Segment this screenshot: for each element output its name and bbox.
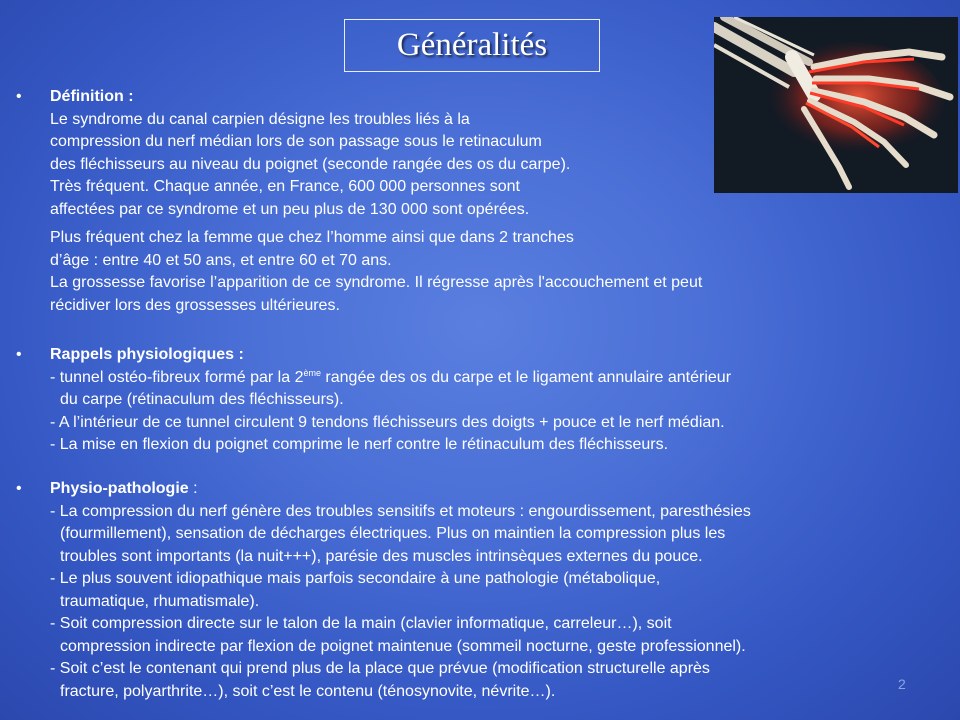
- bullet: •: [16, 346, 22, 363]
- definition-line: Plus fréquent chez la femme que chez l’homme ainsi que dans 2 tranches: [50, 229, 574, 246]
- rappels-heading: Rappels physiologiques :: [50, 346, 244, 363]
- physio-line: fracture, polyarthrite…), soit c’est le contenu (ténosynovite, névrite…).: [60, 682, 556, 700]
- definition-line: affectées par ce syndrome et un peu plus de 130 000 sont opérées.: [50, 200, 530, 218]
- definition-line: des fléchisseurs au niveau du poignet (seconde rangée des os du carpe).: [50, 155, 571, 173]
- page-number: 2: [898, 676, 906, 692]
- physio-heading: Physio-pathologie: [50, 480, 189, 497]
- physio-line: - Soit compression directe sur le talon de la main (clavier informatique, carreleur…), soit: [50, 615, 672, 632]
- definition-line: Le syndrome du canal carpien désigne les troubles liés à la: [50, 110, 470, 128]
- rappels-line-sup: ème: [303, 367, 321, 378]
- physio-heading-suffix: :: [188, 480, 198, 497]
- section-rappels: [16, 344, 732, 457]
- physio-line: compression indirecte par flexion de poignet maintenue (sommeil nocturne, geste professionnel).: [60, 637, 746, 655]
- physio-line: traumatique, rhumatismale).: [60, 592, 260, 610]
- physio-line: - Le plus souvent idiopathique mais parfois secondaire à une pathologie (métabolique,: [50, 570, 661, 587]
- rappels-line: - A l’intérieur de ce tunnel circulent 9 tendons fléchisseurs des doigts + pouce et le nerf médian.: [50, 413, 725, 431]
- rappels-line-pre: - tunnel ostéo-fibreux formé par la 2: [50, 368, 304, 386]
- definition-line: compression du nerf médian lors de son passage sous le retinaculum: [50, 133, 542, 150]
- physio-line: - La compression du nerf génère des troubles sensitifs et moteurs : engourdissement, paresthésies: [50, 502, 751, 520]
- section-physio: [16, 478, 751, 703]
- bullet: •: [16, 480, 22, 497]
- definition-heading: Définition :: [50, 88, 134, 105]
- definition-line: récidiver lors des grossesses ultérieures.: [50, 296, 340, 314]
- physio-line: - Soit c’est le contenant qui prend plus de la place que prévue (modification structurelle après: [50, 660, 710, 677]
- rappels-line-post: rangée des os du carpe et le ligament annulaire antérieur: [320, 368, 732, 386]
- rappels-line: du carpe (rétinaculum des fléchisseurs).: [60, 391, 344, 408]
- physio-line: troubles sont importants (la nuit+++), parésie des muscles intrinsèques externes du pouce.: [60, 547, 703, 565]
- definition-line: d’âge : entre 40 et 50 ans, et entre 60 et 70 ans.: [50, 251, 392, 269]
- rappels-line: - La mise en flexion du poignet comprime le nerf contre le rétinaculum des fléchisseurs.: [50, 436, 669, 453]
- bullet: •: [16, 88, 22, 105]
- section-definition: [16, 86, 703, 317]
- definition-line: Très fréquent. Chaque année, en France, 600 000 personnes sont: [50, 178, 520, 195]
- definition-line: La grossesse favorise l’apparition de ce syndrome. Il régresse après l'accouchement et peut: [50, 274, 703, 291]
- rappels-line: [50, 367, 731, 390]
- slide-title: Généralités: [396, 27, 548, 63]
- physio-line: (fourmillement), sensation de décharges électriques. Plus on maintien la compression plus les: [60, 525, 726, 542]
- physio-heading-line: [50, 478, 751, 501]
